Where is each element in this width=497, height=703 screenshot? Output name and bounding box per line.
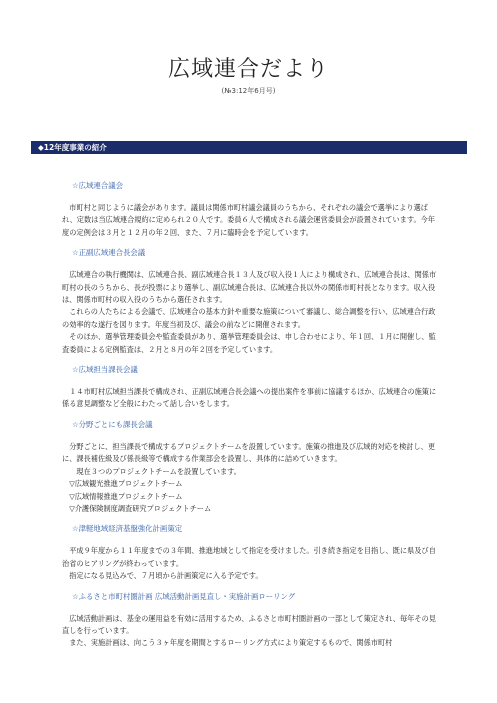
section-title: ☆広域担当課長会議 — [72, 365, 138, 375]
paragraph: 分野ごとに、担当課長で構成するプロジェクトチームを設置しています。施策の推進及び広域的対応を検討し、更に、課長補佐級及び係長級等で構成する作業部会を設置し、具体的に詰めていきます。 — [62, 441, 436, 464]
paragraph: 市町村と同じように議会があります。議員は関係市町村議会議員のうちから、それぞれの議会で選挙により選ばれ、定数は当広域連合規約に定められ２０人です。委員６人で構成される議会運営委員会が設置されています。今年度の定例会は３月と１２月の年２回、また、７月に臨時会を予定しています。 — [62, 203, 436, 237]
list-item: ▽広域観光推進プロジェクトチーム — [62, 479, 183, 489]
paragraph: また、実施計画は、向こう３ヶ年度を期間とするローリング方式により策定するもので、関係市町村 — [62, 638, 393, 648]
page-title: 広域連合だより — [167, 57, 329, 82]
issue-number: (№3:12年6月号) — [221, 87, 276, 95]
document-body — [62, 180, 440, 650]
paragraph: そのほか、選挙管理委員会や監査委員があり、選挙管理委員会は、申し合わせにより、年１回、１月に開催し、監査委員による定例監査は、２月と８月の年２回を予定しています。 — [62, 332, 436, 354]
section-title: ☆広域連合議会 — [72, 181, 123, 190]
paragraph: 平成９年度から１１年度までの３年間、推進地域として指定を受けました。引き続き指定を目指し、既に県及び自治省のヒアリングが終わっています。 — [62, 546, 436, 568]
paragraph: １４市町村広域担当課長で構成され、正副広域連合長会議への提出案件を事前に協議するほか、広域連合の施策に係る意見調整など全般にわたって話し合いをします。 — [62, 387, 437, 409]
section-title: ☆分野ごとにも課長会議 — [72, 419, 153, 429]
paragraph: 広域活動計画は、基金の運用益を有効に活用するため、ふるさと市町村圏計画の一部として策定され、毎年その見直しを行っています。 — [62, 613, 436, 635]
list-item: ▽介護保険制度調査研究プロジェクトチーム — [62, 503, 212, 513]
list-item: ▽広域情報推進プロジェクトチーム — [62, 491, 183, 501]
section-title: ☆津軽地域経済基盤強化計画策定 — [72, 524, 183, 534]
section-banner: ◆12年度事業の紹介 — [31, 141, 467, 154]
paragraph: 広域連合の執行機関は、広域連合長、副広域連合長１３人及び収入役１人により構成され、広域連合長は、関係市町村の長のうちから、長が投票により選挙し、副広域連合長は、広域連合長以外の関係市町村長となります。収入役は、関係市町村の収入役のうちから選任されます。 — [62, 270, 437, 305]
paragraph: 現在３つのプロジェクトチームを設置しています。 — [62, 466, 241, 476]
section-title: ☆正副広域連合長会議 — [72, 248, 146, 258]
paragraph: これらの人たちによる会議で、広域連合の基本方針や重要な施策について審議し、総合調整を行い、広域連合行政の効率的な遂行を図ります。年度当初及び、議会の前などに開催されます。 — [62, 307, 436, 329]
paragraph: 指定になる見込みで、７月頃から計画策定に入る予定です。 — [62, 571, 263, 581]
section-title: ☆ふるさと市町村圏計画 広域活動計画見直し・実施計画ローリング — [72, 591, 296, 601]
